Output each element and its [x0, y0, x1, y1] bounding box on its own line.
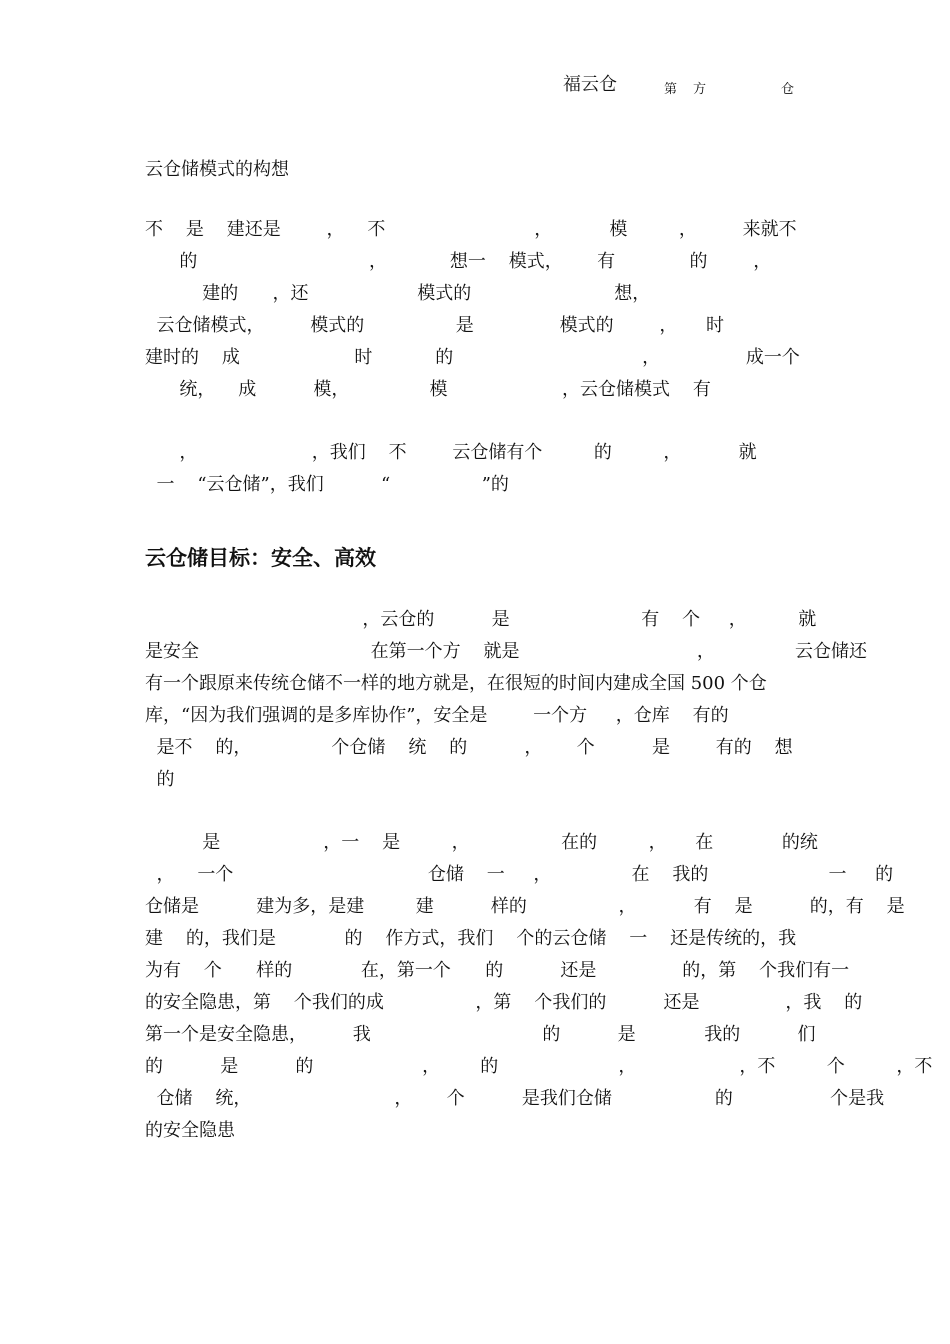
text-line: 建的 ，还 模式的 想，	[145, 283, 651, 304]
text-line: 仓储 统， ， 个 是我们仓储 的 个是我	[145, 1088, 885, 1109]
text-line: 有一个跟原来传统仓储不一样的地方就是，在很短的时间内建成全国 500 个仓	[145, 673, 767, 694]
text-line: 为有 个 样的 在，第一个 的 还是 的，第 个我们有一	[145, 960, 850, 981]
text-line: 是安全 在第一个方 就是 ， 云仓储还	[145, 641, 868, 662]
text-line: 的 ， 想一 模式， 有 的 ，	[145, 251, 772, 272]
text-line: 库，“因为我们强调的是多库协作”，安全是 一个方 ，仓库 有的	[145, 705, 729, 726]
header-sub-a: 第	[664, 82, 678, 97]
text-line: 建时的 成 时 的 ， 成一个	[145, 347, 800, 368]
text-line: 的安全隐患，第 个我们的成 ，第 个我们的 还是 ，我 的	[145, 992, 863, 1013]
header-sub-b: 方	[693, 82, 707, 97]
header-sub-c: 仓	[781, 82, 795, 97]
text-line: 是 ，一 是 ， 在的 ， 在 的统	[145, 832, 818, 853]
section-heading: 云仓储目标：安全、高效	[145, 546, 376, 570]
text-line: 的 是 的 ， 的 ， ，不 个 ，不	[145, 1056, 933, 1077]
text-line: 不 是 建还是 ， 不 ， 模 ， 来就不	[145, 219, 797, 240]
text-line: 是不 的， 个仓储 统 的 ， 个 是 有的 想	[145, 737, 793, 758]
text-line: 建 的，我们是 的 作方式，我们 个的云仓储 一 还是传统的，我	[145, 928, 797, 949]
document-title: 云仓储模式的构想	[145, 159, 289, 180]
text-line: 一 “云仓储”，我们 “ ”的	[145, 474, 509, 495]
text-line: ， 一个 仓储 一 ， 在 我的 一 的	[145, 864, 894, 885]
text-line: 的安全隐患	[145, 1120, 235, 1141]
text-line: ， ，我们 不 云仓储有个 的 ， 就	[145, 442, 757, 463]
text-line: 第一个是安全隐患， 我 的 是 我的 们	[145, 1024, 816, 1045]
text-line: ，云仓的 是 有 个 ， 就	[145, 609, 817, 630]
text-line: 统， 成 模， 模 ，云仓储模式 有	[145, 379, 711, 400]
text-line: 云仓储模式， 模式的 是 模式的 ， 时	[145, 315, 724, 336]
text-line: 仓储是 建为多，是建 建 样的 ， 有 是 的，有 是	[145, 896, 905, 917]
text-line: 的	[145, 769, 175, 790]
header-brand: 福云仓	[563, 74, 617, 95]
